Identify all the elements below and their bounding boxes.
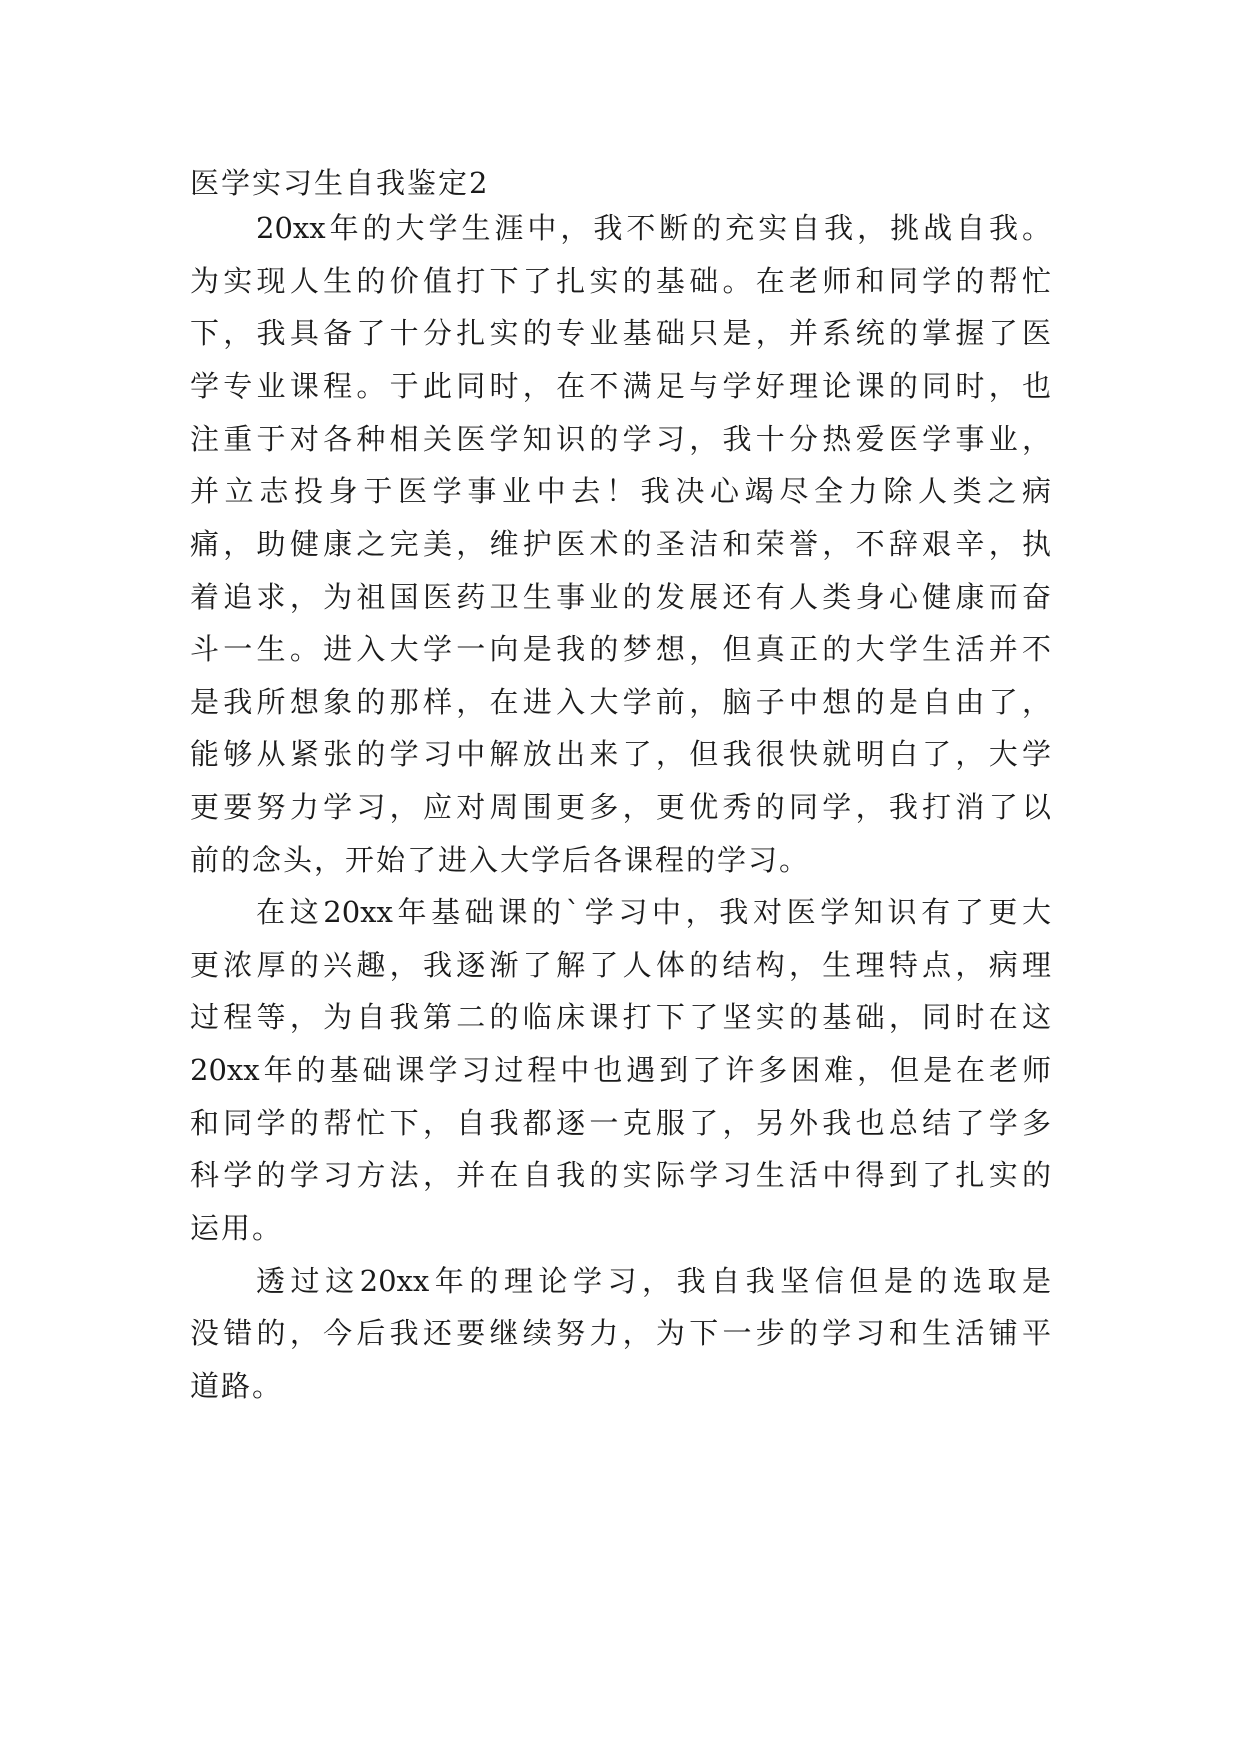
text-line: 没错的，今后我还要继续努力，为下一步的学习和生活铺平 <box>190 1316 1051 1350</box>
text-line: 过程等，为自我第二的临床课打下了坚实的基础，同时在这 <box>190 1000 1051 1034</box>
text-line: 20xx年的基础课学习过程中也遇到了许多困难，但是在老师 <box>190 1053 1051 1087</box>
text-line: 能够从紧张的学习中解放出来了，但我很快就明白了，大学 <box>190 737 1051 771</box>
text-line: 下，我具备了十分扎实的专业基础只是，并系统的掌握了医 <box>190 316 1051 350</box>
text-line: 20xx年的大学生涯中，我不断的充实自我，挑战自我。 <box>256 211 1051 245</box>
text-line: 科学的学习方法，并在自我的实际学习生活中得到了扎实的 <box>190 1158 1051 1192</box>
text-line: 学专业课程。于此同时，在不满足与学好理论课的同时，也 <box>190 369 1051 403</box>
text-line: 运用。 <box>190 1211 284 1245</box>
text-line: 在这20xx年基础课的`学习中，我对医学知识有了更大 <box>256 895 1051 929</box>
document-title: 医学实习生自我鉴定2 <box>190 166 490 200</box>
text-line: 注重于对各种相关医学知识的学习，我十分热爱医学事业， <box>190 422 1051 456</box>
text-line: 斗一生。进入大学一向是我的梦想，但真正的大学生活并不 <box>190 632 1051 666</box>
text-line: 为实现人生的价值打下了扎实的基础。在老师和同学的帮忙 <box>190 264 1051 298</box>
text-line: 和同学的帮忙下，自我都逐一克服了，另外我也总结了学多 <box>190 1106 1051 1140</box>
text-line: 着追求，为祖国医药卫生事业的发展还有人类身心健康而奋 <box>190 580 1051 614</box>
text-line: 更浓厚的兴趣，我逐渐了解了人体的结构，生理特点，病理 <box>190 948 1051 982</box>
text-line: 并立志投身于医学事业中去！我决心竭尽全力除人类之病 <box>190 474 1051 508</box>
text-line: 前的念头，开始了进入大学后各课程的学习。 <box>190 843 811 877</box>
text-line: 更要努力学习，应对周围更多，更优秀的同学，我打消了以 <box>190 790 1051 824</box>
text-line: 痛，助健康之完美，维护医术的圣洁和荣誉，不辞艰辛，执 <box>190 527 1051 561</box>
text-line: 道路。 <box>190 1369 284 1403</box>
text-line: 是我所想象的那样，在进入大学前，脑子中想的是自由了， <box>190 685 1051 719</box>
text-line: 透过这20xx年的理论学习，我自我坚信但是的选取是 <box>256 1264 1051 1298</box>
